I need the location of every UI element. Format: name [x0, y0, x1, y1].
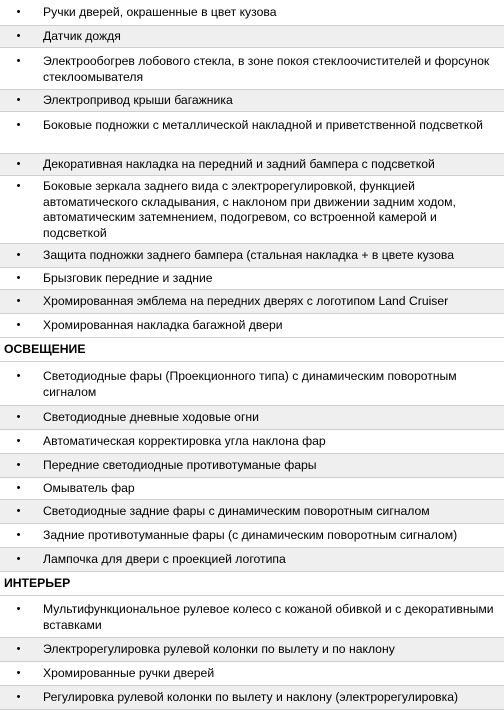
bullet-icon: • — [16, 667, 21, 679]
list-item-text: Светодиодные фары (Проекционного типа) с динамическим поворотным сигналом — [43, 369, 457, 399]
list-item — [0, 430, 504, 454]
list-item-text: Автоматическая корректировка угла наклона фар — [43, 434, 326, 448]
list-item-text: Брызговик передние и задние — [43, 271, 213, 285]
list-item — [0, 454, 504, 478]
list-item — [0, 638, 504, 662]
bullet-icon: • — [16, 295, 21, 307]
list-item — [0, 314, 504, 338]
list-item — [0, 112, 504, 154]
list-item-text: Светодиодные задние фары с динамическим поворотным сигналом — [43, 504, 430, 518]
bullet-icon: • — [16, 319, 21, 331]
bullet-icon: • — [16, 553, 21, 565]
list-item — [0, 596, 504, 638]
list-item — [0, 524, 504, 548]
bullet-icon: • — [16, 505, 21, 517]
list-item — [0, 154, 504, 176]
bullet-icon: • — [16, 94, 21, 106]
bullet-icon: • — [16, 158, 21, 170]
list-item — [0, 0, 504, 26]
bullet-icon: • — [16, 272, 21, 284]
list-item — [0, 244, 504, 268]
list-item — [0, 268, 504, 290]
list-item-text: Лампочка для двери с проекцией логотипа — [43, 552, 286, 566]
bullet-icon: • — [16, 119, 21, 131]
list-item-text: Электрорегулировка рулевой колонки по вылету и по наклону — [43, 642, 395, 656]
bullet-icon: • — [16, 55, 21, 67]
list-item — [0, 90, 504, 112]
section-heading: ОСВЕЩЕНИЕ — [0, 338, 504, 362]
list-item-text: Хромированная накладка багажной двери — [43, 318, 283, 332]
list-item-text: Защита подножки заднего бампера (стальная накладка + в цвете кузова — [43, 248, 455, 262]
list-item-text: Мультифункциональное рулевое колесо с кожаной обивкой и с декоративными вставками — [43, 602, 494, 632]
list-item — [0, 48, 504, 90]
bullet-icon: • — [16, 30, 21, 42]
list-item-text: Передние светодиодные противотуманые фары — [43, 458, 317, 472]
list-item-text: Хромированная эмблема на передних дверях с логотипом Land Cruiser — [43, 294, 449, 308]
bullet-icon: • — [16, 643, 21, 655]
list-item — [0, 362, 504, 406]
section-heading: ИНТЕРЬЕР — [0, 572, 504, 596]
list-item-text: Ручки дверей, окрашенные в цвет кузова — [43, 5, 277, 19]
list-item-text: Электропривод крыши багажника — [43, 93, 233, 107]
bullet-icon: • — [16, 482, 21, 494]
bullet-icon: • — [16, 459, 21, 471]
bullet-icon: • — [16, 249, 21, 261]
list-item — [0, 406, 504, 430]
list-item-text: Электрообогрев лобового стекла, в зоне покоя стеклоочистителей и форсунок стеклоомывателя — [43, 54, 490, 84]
list-item — [0, 662, 504, 686]
bullet-icon: • — [16, 180, 21, 192]
bullet-icon: • — [16, 603, 21, 615]
bullet-icon: • — [16, 370, 21, 382]
list-item — [0, 26, 504, 48]
bullet-icon: • — [16, 6, 21, 18]
list-item-text: Боковые зеркала заднего вида с электрорегулировкой, функцией автоматического складывания, с наклоном при движении задним ходом, автоматическим затемнением, подогревом, со встроенной камерой и подсветкой — [43, 179, 456, 240]
list-item — [0, 176, 504, 244]
list-item-text: Датчик дождя — [43, 29, 121, 43]
list-item — [0, 548, 504, 572]
list-item — [0, 478, 504, 500]
list-item-text: Хромированные ручки дверей — [43, 666, 215, 680]
bullet-icon: • — [16, 691, 21, 703]
list-item-text: Регулировка рулевой колонки по вылету и наклону (электрорегулировка) — [43, 690, 459, 704]
list-item-text: Светодиодные дневные ходовые огни — [43, 410, 259, 424]
list-item-text: Декоративная накладка на передний и задний бампера с подсветкой — [43, 157, 435, 171]
list-item — [0, 500, 504, 524]
bullet-icon: • — [16, 529, 21, 541]
bullet-icon: • — [16, 435, 21, 447]
list-item-text: Боковые подножки с металлической накладной и приветственной подсветкой — [43, 118, 483, 132]
list-item — [0, 686, 504, 710]
list-item — [0, 290, 504, 314]
list-item-text: Омыватель фар — [43, 481, 135, 495]
list-item-text: Задние противотуманные фары (с динамическим поворотным сигналом) — [43, 528, 458, 542]
bullet-icon: • — [16, 411, 21, 423]
